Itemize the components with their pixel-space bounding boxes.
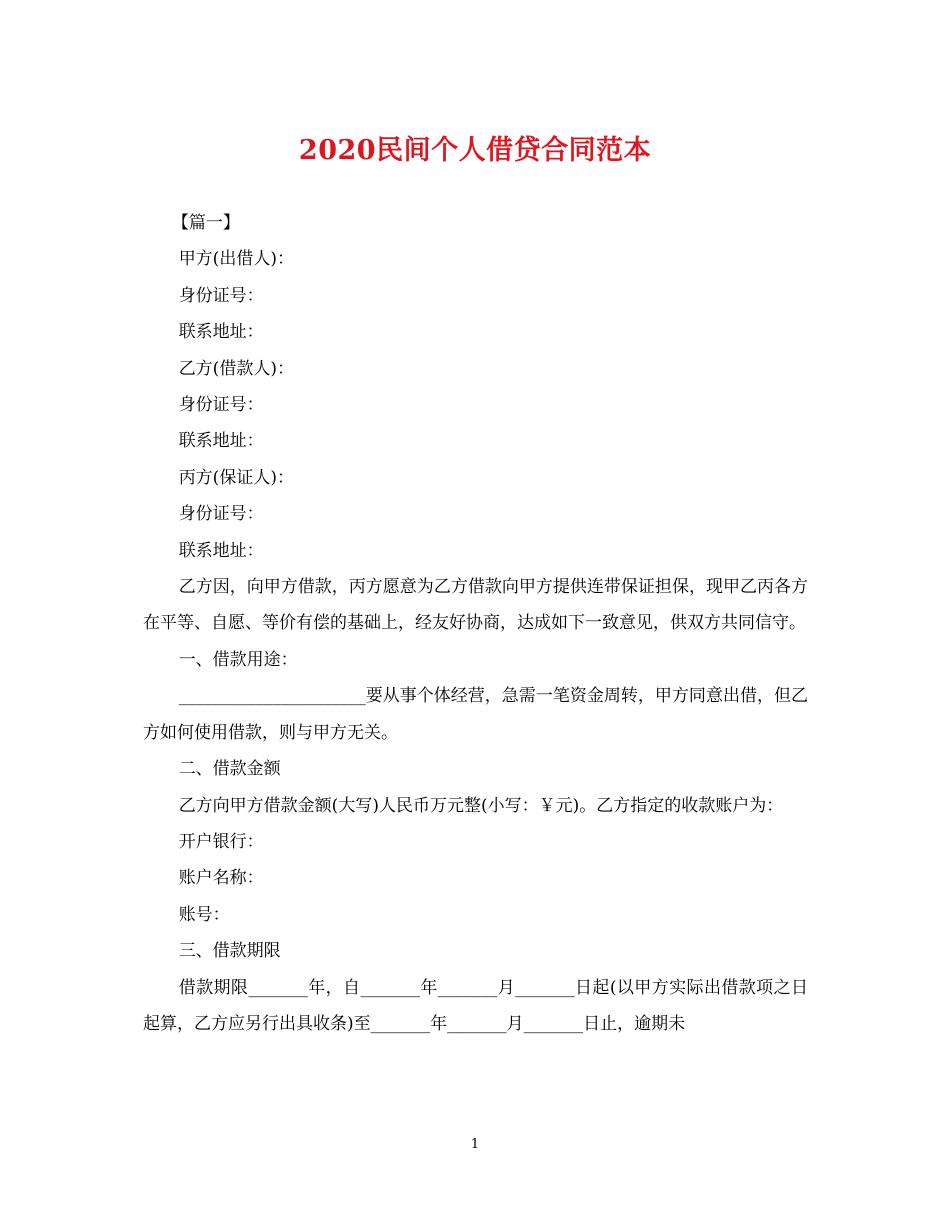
account-number-label: 账号：	[178, 904, 230, 925]
section-heading: 【篇一】	[171, 213, 240, 233]
document-body	[143, 205, 808, 1042]
guarantor-id-label: 身份证号：	[178, 504, 264, 525]
borrower-address-label: 联系地址：	[178, 431, 264, 452]
borrower-label: 乙方(借款人)：	[178, 358, 294, 379]
lender-id-label: 身份证号：	[178, 285, 264, 306]
guarantor-address-label: 联系地址：	[178, 540, 264, 561]
guarantor-label: 丙方(保证人)：	[178, 467, 294, 488]
preamble-paragraph: 乙方因，向甲方借款，丙方愿意为乙方借款向甲方提供连带保证担保，现甲乙丙各方在平等、自愿、等价有偿的基础上，经友好协商，达成如下一致意见，供双方共同信守。	[143, 577, 808, 634]
lender-label: 甲方(出借人)：	[178, 249, 294, 270]
clause-heading-purpose: 一、借款用途：	[178, 649, 298, 670]
borrower-id-label: 身份证号：	[178, 395, 264, 416]
clause-heading-term: 三、借款期限	[178, 941, 281, 962]
lender-address-label: 联系地址：	[178, 322, 264, 343]
purpose-paragraph: ______________________要从事个体经营，急需一笔资金周转，甲方同意出借，但乙方如何使用借款，则与甲方无关。	[143, 686, 808, 743]
term-paragraph: 借款期限_______年，自_______年_______月_______日起(以甲方实际出借款项之日起算，乙方应另行出具收条)至_______年_______月_______日止，逾期未	[143, 977, 808, 1034]
document-title: 2020民间个人借贷合同范本	[298, 135, 652, 166]
page-number: 1	[470, 1137, 480, 1152]
account-name-label: 账户名称：	[178, 868, 264, 889]
bank-label: 开户银行：	[178, 831, 264, 852]
clause-heading-amount: 二、借款金额	[178, 759, 281, 780]
amount-paragraph: 乙方向甲方借款金额(大写)人民币万元整(小写：￥元)。乙方指定的收款账户为：	[178, 795, 784, 816]
